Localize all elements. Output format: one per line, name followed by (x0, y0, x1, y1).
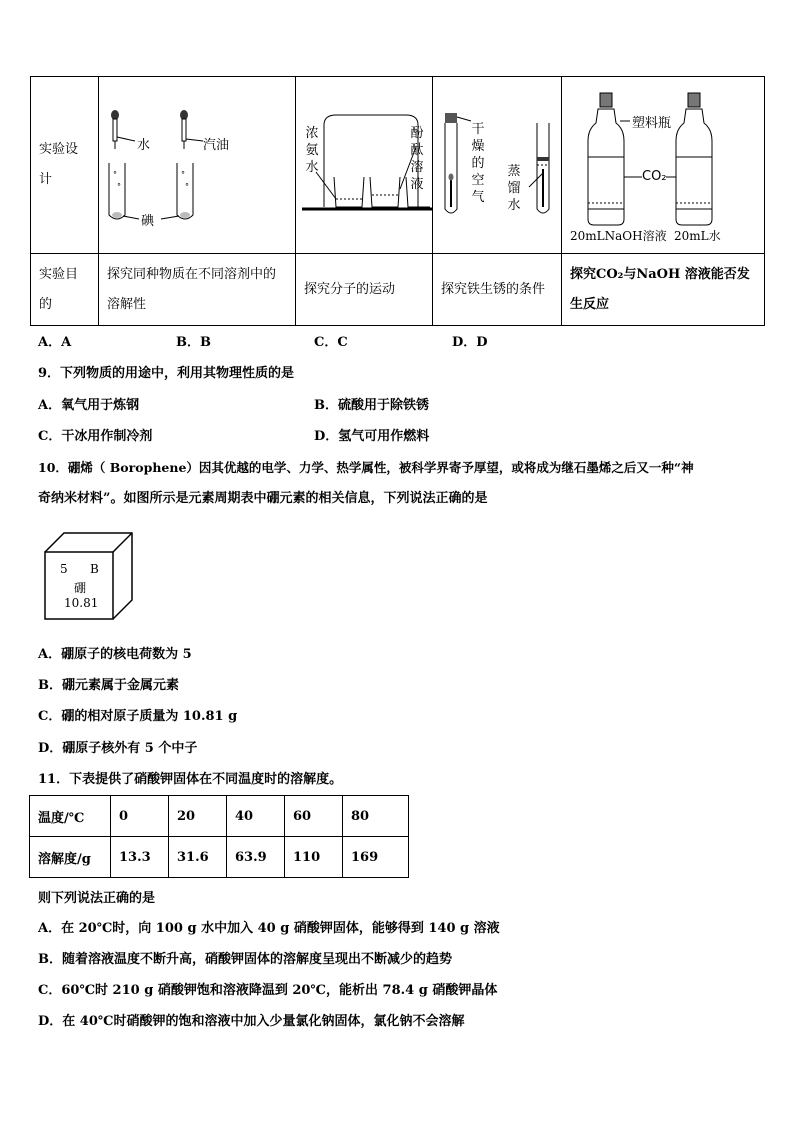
figure-d-cell (562, 77, 765, 254)
q11-lead: 则下列说法正确的是 (38, 891, 156, 906)
q9-stem: 9．下列物质的用途中，利用其物理性质的是 (38, 366, 295, 381)
plastic-bottle-label: 塑料瓶 (632, 116, 672, 131)
q9-option-b: B．硫酸用于除铁锈 (314, 398, 429, 413)
purpose-label: 实验目的 (39, 266, 79, 312)
temp-80: 80 (343, 796, 409, 837)
q10-option-b: B．硼元素属于金属元素 (38, 678, 179, 693)
svg-text:°: ° (117, 182, 121, 191)
q10-stem-line1: 10．硼烯（ Borophene）因其优越的电学、力学、热学属性，被科学界寄予厚望，或将成为继石墨烯之后又一种“神 (38, 460, 694, 475)
experiment-table (30, 76, 765, 326)
figure-d (562, 77, 764, 253)
q9-option-c: C．干冰用作制冷剂 (38, 429, 153, 444)
temp-40: 40 (227, 796, 285, 837)
figure-c (433, 77, 561, 253)
figure-a-cell (99, 77, 296, 254)
svg-text:°: ° (181, 170, 185, 179)
q11-stem: 11．下表提供了硝酸钾固体在不同温度时的溶解度。 (38, 772, 343, 787)
svg-text:°: ° (185, 182, 189, 191)
element-card (44, 532, 134, 620)
q10-option-c: C．硼的相对原子质量为 10.81 g (38, 709, 238, 724)
co2-label: CO₂ (642, 169, 667, 184)
solubility-header: 溶解度/g (30, 837, 111, 878)
element-symbol: B (90, 562, 99, 576)
solubility-0: 13.3 (111, 837, 169, 878)
dry-air-label: 干燥的空气 (471, 122, 485, 205)
purpose-row (31, 254, 765, 326)
purpose-d: 探究CO₂与NaOH 溶液能否发生反应 (570, 266, 750, 312)
solubility-20: 31.6 (169, 837, 227, 878)
temp-60: 60 (285, 796, 343, 837)
iodine-label: 碘 (141, 214, 155, 229)
solubility-60: 110 (285, 837, 343, 878)
purpose-d-cell (562, 254, 765, 326)
purpose-label-cell (31, 254, 99, 326)
purpose-c: 探究铁生锈的条件 (441, 281, 546, 297)
q8-option-b: B．B (176, 335, 211, 350)
design-label: 实验设计 (39, 142, 79, 187)
dropper-test-tubes-illustration (99, 77, 295, 253)
purpose-c-cell (433, 254, 562, 326)
atomic-mass: 10.81 (64, 596, 99, 610)
q11-option-a: A．在 20℃时，向 100 g 水中加入 40 g 硝酸钾固体，能够得到 140 g 溶液 (38, 921, 500, 936)
purpose-a-cell (99, 254, 296, 326)
solubility-table (29, 795, 409, 878)
svg-text:°: ° (113, 170, 117, 179)
temp-0: 0 (111, 796, 169, 837)
q11-option-d: D．在 40℃时硝酸钾的饱和溶液中加入少量氯化钠固体，氯化钠不会溶解 (38, 1014, 465, 1029)
figure-b (296, 77, 432, 253)
solubility-row (30, 837, 409, 878)
q8-option-c: C．C (314, 335, 348, 350)
design-row (31, 77, 765, 254)
q10-option-d: D．硼原子核外有 5 个中子 (38, 741, 198, 756)
purpose-b: 探究分子的运动 (304, 281, 396, 297)
solubility-80: 169 (343, 837, 409, 878)
iron-rust-tubes-illustration (433, 77, 561, 253)
temp-header: 温度/℃ (30, 796, 111, 837)
naoh-solution-label: 20mLNaOH溶液 (570, 229, 667, 243)
gasoline-label: 汽油 (203, 138, 230, 153)
element-name: 硼 (74, 581, 87, 595)
q9-option-d: D．氢气可用作燃料 (314, 429, 430, 444)
design-label-cell (31, 77, 99, 254)
distilled-water-label: 蒸馏水 (507, 164, 521, 213)
q8-option-a: A．A (38, 335, 72, 350)
q10-stem-line2: 奇纳米材料”。如图所示是元素周期表中硼元素的相关信息，下列说法正确的是 (38, 491, 488, 506)
water-volume-label: 20mL水 (674, 229, 721, 243)
atomic-number: 5 (60, 562, 68, 576)
q11-option-b: B．随着溶液温度不断升高，硝酸钾固体的溶解度呈现出不断减少的趋势 (38, 952, 452, 967)
figure-a (99, 77, 295, 253)
temp-20: 20 (169, 796, 227, 837)
purpose-a: 探究同种物质在不同溶剂中的溶解性 (107, 266, 277, 312)
water-label: 水 (137, 138, 151, 153)
q8-option-d: D．D (452, 335, 488, 350)
solubility-40: 63.9 (227, 837, 285, 878)
q9-option-a: A．氧气用于炼钢 (38, 398, 140, 413)
figure-c-cell (433, 77, 562, 254)
ammonia-label: 浓氨水 (305, 126, 319, 175)
phenol-label: 酚酞溶液 (410, 126, 424, 192)
temperature-row (30, 796, 409, 837)
q10-option-a: A．硼原子的核电荷数为 5 (38, 647, 192, 662)
purpose-b-cell (296, 254, 433, 326)
q11-option-c: C．60℃时 210 g 硝酸钾饱和溶液降温到 20℃，能析出 78.4 g 硝酸钾晶体 (38, 983, 498, 998)
figure-b-cell (296, 77, 433, 254)
